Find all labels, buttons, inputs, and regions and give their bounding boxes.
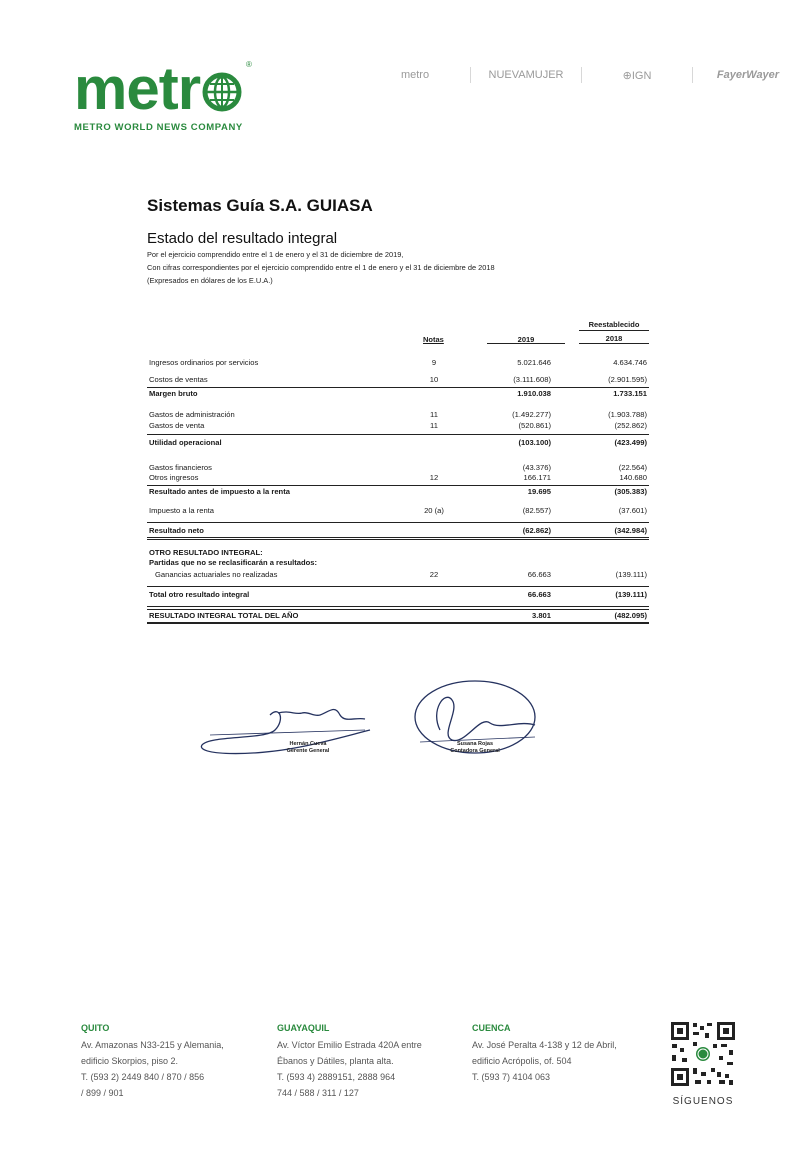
row-label: Ganancias actuariales no realizadas: [155, 570, 278, 579]
row-value-2018: (37.601): [618, 506, 647, 515]
office-city: QUITO: [81, 1023, 110, 1033]
row-label: Gastos de venta: [149, 421, 205, 430]
table-row: [147, 558, 649, 569]
brand-bar: [360, 67, 800, 83]
row-value-2018: (482.095): [614, 611, 647, 620]
brand-fayerwayer[interactable]: FayerWayer: [716, 69, 780, 81]
rule-line: [147, 387, 649, 388]
table-row: [147, 358, 649, 369]
office-line: T. (593 2) 2449 840 / 870 / 856: [81, 1072, 205, 1082]
row-value-2018: 4.634.746: [613, 358, 647, 367]
brand-nuevamujer[interactable]: NUEVAMUJER: [488, 69, 564, 81]
metro-logo: [74, 55, 252, 133]
registered-mark: ®: [246, 60, 252, 69]
row-value-2019: 66.663: [527, 570, 551, 579]
row-value-2018: (305.383): [614, 487, 647, 496]
logo-wordmark: [74, 55, 243, 122]
row-label: Resultado neto: [149, 526, 204, 535]
office-line: Av. José Peralta 4-138 y 12 de Abril,: [472, 1040, 617, 1050]
row-value-2018: (1.903.788): [608, 410, 647, 419]
table-row: [147, 570, 649, 581]
row-value-2019: (43.376): [522, 463, 551, 472]
follow-us-label: SÍGUENOS: [672, 1096, 734, 1107]
office-cuenca: [472, 1022, 617, 1085]
table-row: [147, 611, 649, 622]
table-row: [147, 526, 649, 537]
brand-metro[interactable]: metro: [400, 69, 430, 81]
rule-line: [147, 485, 649, 486]
row-note: 9: [431, 358, 437, 367]
header-restated: Reestablecido: [588, 320, 640, 329]
row-label: Ingresos ordinarios por servicios: [149, 358, 259, 367]
table-row: [147, 590, 649, 601]
row-value-2019: 66.663: [527, 590, 551, 599]
brand-ign[interactable]: ⊕IGN: [622, 69, 652, 82]
ign-icon: ⊕: [622, 69, 632, 82]
subtitle-line: Por el ejercicio comprendido entre el 1 de enero y el 31 de diciembre de 2019,: [147, 250, 404, 259]
rule-line: [147, 539, 649, 540]
row-label: Otros ingresos: [149, 473, 199, 482]
row-label: Gastos financieros: [149, 463, 212, 472]
row-value-2018: 1.733.151: [613, 389, 647, 398]
rule-line: [147, 609, 649, 610]
office-line: edificio Acrópolis, of. 504: [472, 1056, 572, 1066]
office-city: CUENCA: [472, 1023, 511, 1033]
rule-line: [147, 434, 649, 435]
row-value-2018: (252.862): [614, 421, 647, 430]
row-value-2019: 166.171: [523, 473, 551, 482]
header-2018: 2018: [579, 330, 649, 344]
office-line: T. (593 4) 2889151, 2888 964: [277, 1072, 396, 1082]
row-note: 11: [430, 421, 438, 430]
office-line: edificio Skorpios, piso 2.: [81, 1056, 179, 1066]
row-label: Costos de ventas: [149, 375, 208, 384]
row-label: Total otro resultado integral: [149, 590, 250, 599]
rule-line: [147, 606, 649, 607]
rule-line: [147, 537, 649, 538]
row-value-2018: (2.901.595): [608, 375, 647, 384]
rule-line: [147, 622, 649, 624]
row-value-2019: 19.695: [527, 487, 551, 496]
office-line: Ébanos y Dátiles, planta alta.: [277, 1056, 394, 1066]
row-label: Impuesto a la renta: [149, 506, 215, 515]
row-value-2019: (103.100): [518, 438, 551, 447]
office-city: GUAYAQUIL: [277, 1023, 330, 1033]
row-value-2019: (1.492.277): [512, 410, 551, 419]
subtitle-line: Con cifras correspondientes por el ejercicio comprendido entre el 1 de enero y el 31 de diciembre de 2018: [147, 263, 495, 272]
row-value-2018: (139.111): [615, 590, 647, 599]
table-row: [147, 410, 649, 421]
signatory-role: Contadora General: [450, 748, 500, 754]
office-guayaquil: [277, 1022, 422, 1101]
row-note: 22: [429, 570, 439, 579]
row-value-2019: (520.861): [518, 421, 551, 430]
row-value-2018: (22.564): [618, 463, 647, 472]
row-label: Partidas que no se reclasificarán a resultados:: [149, 558, 317, 567]
office-line: 744 / 588 / 311 / 127: [277, 1088, 359, 1098]
signatory-name: Susana Rojas: [456, 741, 494, 747]
header-notas: Notas: [423, 335, 444, 344]
row-value-2019: (3.111.608): [513, 375, 551, 384]
office-quito: [81, 1022, 224, 1101]
row-note: 20 (a): [424, 506, 444, 515]
row-label: OTRO RESULTADO INTEGRAL:: [149, 548, 263, 557]
row-label: Margen bruto: [149, 389, 198, 398]
row-note: 10: [429, 375, 439, 384]
table-row: [147, 506, 649, 517]
row-label: RESULTADO INTEGRAL TOTAL DEL AÑO: [149, 611, 299, 620]
row-value-2019: (62.862): [522, 526, 551, 535]
row-value-2018: (423.499): [614, 438, 647, 447]
logo-text: metr: [74, 55, 201, 122]
office-line: Av. Víctor Emilio Estrada 420A entre: [277, 1040, 422, 1050]
qr-code-icon[interactable]: [669, 1020, 737, 1088]
office-line: Av. Amazonas N33-215 y Alemania,: [81, 1040, 224, 1050]
office-line: / 899 / 901: [81, 1088, 124, 1098]
signatory-role: Gerente General: [286, 748, 330, 754]
signatory-name: Hernán Cueva: [289, 741, 327, 747]
header-2019: 2019: [487, 330, 565, 344]
company-name: Sistemas Guía S.A. GUIASA: [147, 196, 373, 215]
row-note: 11: [430, 410, 438, 419]
row-value-2018: 140.680: [619, 473, 647, 482]
row-label: Resultado antes de impuesto a la renta: [149, 487, 290, 496]
logo-tagline: METRO WORLD NEWS COMPANY: [74, 122, 243, 133]
row-value-2018: (139.111): [615, 570, 647, 579]
row-value-2019: 3.801: [531, 611, 551, 620]
office-line: T. (593 7) 4104 063: [472, 1072, 551, 1082]
row-value-2019: 5.021.646: [517, 358, 551, 367]
row-label: Utilidad operacional: [149, 438, 222, 447]
table-row: [147, 421, 649, 432]
table-row: [147, 438, 649, 449]
subtitle-line: (Expresados en dólares de los E.U.A.): [147, 276, 273, 285]
rule-line: [147, 586, 649, 587]
table-row: [147, 375, 649, 386]
row-value-2019: (82.557): [522, 506, 551, 515]
row-label: Gastos de administración: [149, 410, 235, 419]
table-row: [147, 389, 649, 400]
table-row: [147, 487, 649, 498]
row-value-2019: 1.910.038: [517, 389, 551, 398]
row-value-2018: (342.984): [614, 526, 647, 535]
row-note: 12: [429, 473, 439, 482]
rule-line: [147, 522, 649, 523]
table-row: [147, 473, 649, 484]
globe-icon: [202, 72, 242, 112]
statement-title: Estado del resultado integral: [147, 230, 338, 247]
